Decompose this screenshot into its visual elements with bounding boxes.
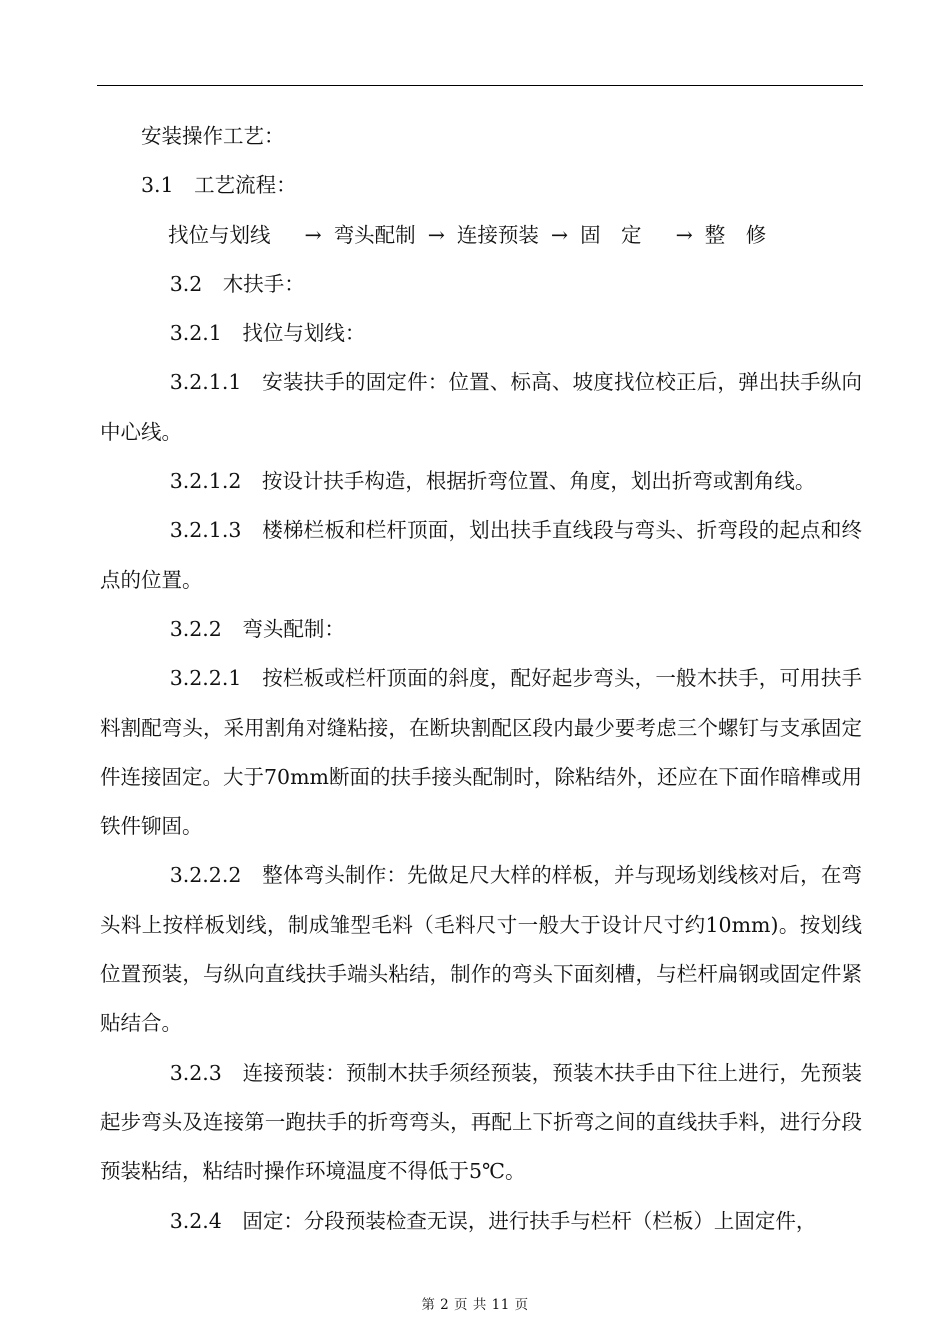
heading-3-1: 3.1 工艺流程： — [141, 173, 297, 198]
header-rule — [97, 85, 863, 86]
heading-3-2: 3.2 木扶手： — [169, 271, 305, 296]
arrow-right-icon: → — [675, 222, 693, 247]
flow-step-5: 整 修 — [704, 222, 767, 247]
process-flow — [100, 211, 862, 260]
paragraph-3-2-4: 3.2.4 固定：分段预装检查无误，进行扶手与栏杆（栏板）上固定件， — [169, 1208, 817, 1233]
heading-3-2-1: 3.2.1 找位与划线： — [169, 321, 366, 346]
arrow-right-icon: → — [304, 222, 322, 247]
section-title: 安装操作工艺： — [141, 124, 285, 148]
heading-3-2-2: 3.2.2 弯头配制： — [169, 616, 345, 641]
paragraph-3-2-1-3: 3.2.1.3 楼梯栏板和栏杆顶面，划出扶手直线段与弯头、折弯段的起点和终点的位置。 — [100, 518, 862, 592]
paragraph-3-2-3: 3.2.3 连接预装：预制木扶手须经预装，预装木扶手由下往上进行，先预装起步弯头及连接第一跑扶手的折弯弯头，再配上下折弯之间的直线扶手料，进行分段预装粘结，粘结时操作环境温度不得低于5℃。 — [100, 1060, 862, 1184]
arrow-right-icon: → — [427, 222, 445, 247]
paragraph-3-2-2-1: 3.2.2.1 按栏板或栏杆顶面的斜度，配好起步弯头，一般木扶手，可用扶手料割配弯头，采用割角对缝粘接，在断块割配区段内最少要考虑三个螺钉与支承固定件连接固定。大于70mm断面的扶手接头配制时，除粘结外，还应在下面作暗榫或用铁件铆固。 — [100, 666, 862, 839]
document-body — [100, 112, 862, 1246]
flow-step-3: 连接预装 — [456, 222, 539, 247]
paragraph-3-2-2-2: 3.2.2.2 整体弯头制作：先做足尺大样的样板，并与现场划线核对后，在弯头料上按样板划线，制成雏型毛料（毛料尺寸一般大于设计尺寸约10mm)。按划线位置预装，与纵向直线扶手端头粘结，制作的弯头下面刻槽，与栏杆扁钢或固定件紧贴结合。 — [100, 863, 862, 1036]
flow-step-2: 弯头配制 — [333, 222, 416, 247]
page-footer: 第 2 页 共 11 页 — [421, 1297, 529, 1313]
flow-step-1: 找位与划线 — [168, 222, 271, 247]
flow-step-4: 固 定 — [580, 222, 642, 247]
paragraph-3-2-1-1: 3.2.1.1 安装扶手的固定件：位置、标高、坡度找位校正后，弹出扶手纵向中心线。 — [100, 370, 862, 444]
paragraph-3-2-1-2: 3.2.1.2 按设计扶手构造，根据折弯位置、角度，划出折弯或割角线。 — [169, 469, 816, 494]
arrow-right-icon: → — [550, 222, 569, 247]
